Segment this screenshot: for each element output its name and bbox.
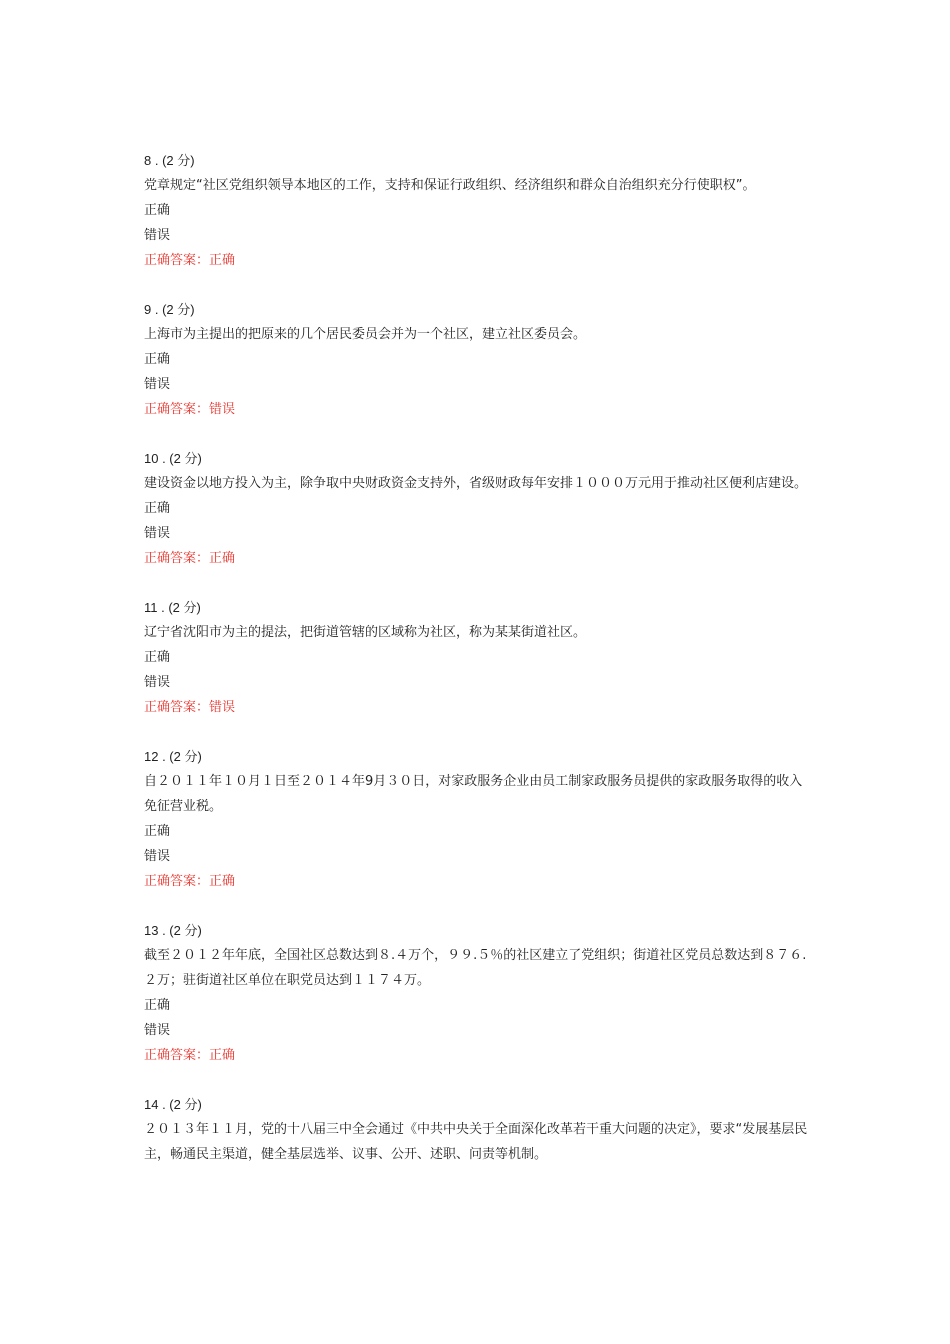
option-true: 正确	[144, 650, 171, 665]
question-number: 8 . (2 分)	[144, 153, 195, 168]
option-false: 错误	[144, 849, 171, 864]
correct-answer: 正确答案：正确	[144, 1048, 236, 1063]
question-text: 截至２０１２年年底，全国社区总数达到８.４万个，９９.５％的社区建立了党组织；街道社区党员总数达到８７６.２万；驻街道社区单位在职党员达到１１７４万。	[144, 948, 807, 988]
question-10	[144, 446, 809, 571]
question-11	[144, 595, 809, 720]
question-8	[144, 148, 809, 273]
option-false: 错误	[144, 675, 171, 690]
question-14	[144, 1092, 809, 1167]
correct-answer: 正确答案：错误	[144, 402, 236, 417]
question-number: 9 . (2 分)	[144, 302, 195, 317]
question-13	[144, 918, 809, 1068]
question-text: 建设资金以地方投入为主，除争取中央财政资金支持外，省级财政每年安排１０００万元用于推动社区便利店建设。	[144, 476, 808, 491]
option-true: 正确	[144, 501, 171, 516]
correct-answer: 正确答案：错误	[144, 700, 236, 715]
question-12	[144, 744, 809, 894]
correct-answer: 正确答案：正确	[144, 874, 236, 889]
option-true: 正确	[144, 352, 171, 367]
question-text: 自２０１１年１０月１日至２０１４年9月３０日，对家政服务企业由员工制家政服务员提供的家政服务取得的收入免征营业税。	[144, 774, 803, 814]
question-text: 上海市为主提出的把原来的几个居民委员会并为一个社区，建立社区委员会。	[144, 327, 587, 342]
question-text: 辽宁省沈阳市为主的提法，把街道管辖的区域称为社区，称为某某街道社区。	[144, 625, 587, 640]
question-list	[144, 148, 809, 1191]
question-9	[144, 297, 809, 422]
question-number: 14 . (2 分)	[144, 1097, 202, 1112]
question-number: 12 . (2 分)	[144, 749, 202, 764]
correct-answer: 正确答案：正确	[144, 253, 236, 268]
option-true: 正确	[144, 824, 171, 839]
option-false: 错误	[144, 228, 171, 243]
correct-answer: 正确答案：正确	[144, 551, 236, 566]
question-number: 11 . (2 分)	[144, 600, 201, 615]
question-text: 党章规定“社区党组织领导本地区的工作，支持和保证行政组织、经济组织和群众自治组织充分行使职权”。	[144, 178, 756, 193]
question-number: 10 . (2 分)	[144, 451, 202, 466]
question-number: 13 . (2 分)	[144, 923, 202, 938]
option-true: 正确	[144, 203, 171, 218]
option-true: 正确	[144, 998, 171, 1013]
question-text: ２０１３年１１月，党的十八届三中全会通过《中共中央关于全面深化改革若干重大问题的决定》，要求“发展基层民主，畅通民主渠道，健全基层选举、议事、公开、述职、问责等机制。	[144, 1122, 808, 1162]
option-false: 错误	[144, 377, 171, 392]
option-false: 错误	[144, 526, 171, 541]
option-false: 错误	[144, 1023, 171, 1038]
